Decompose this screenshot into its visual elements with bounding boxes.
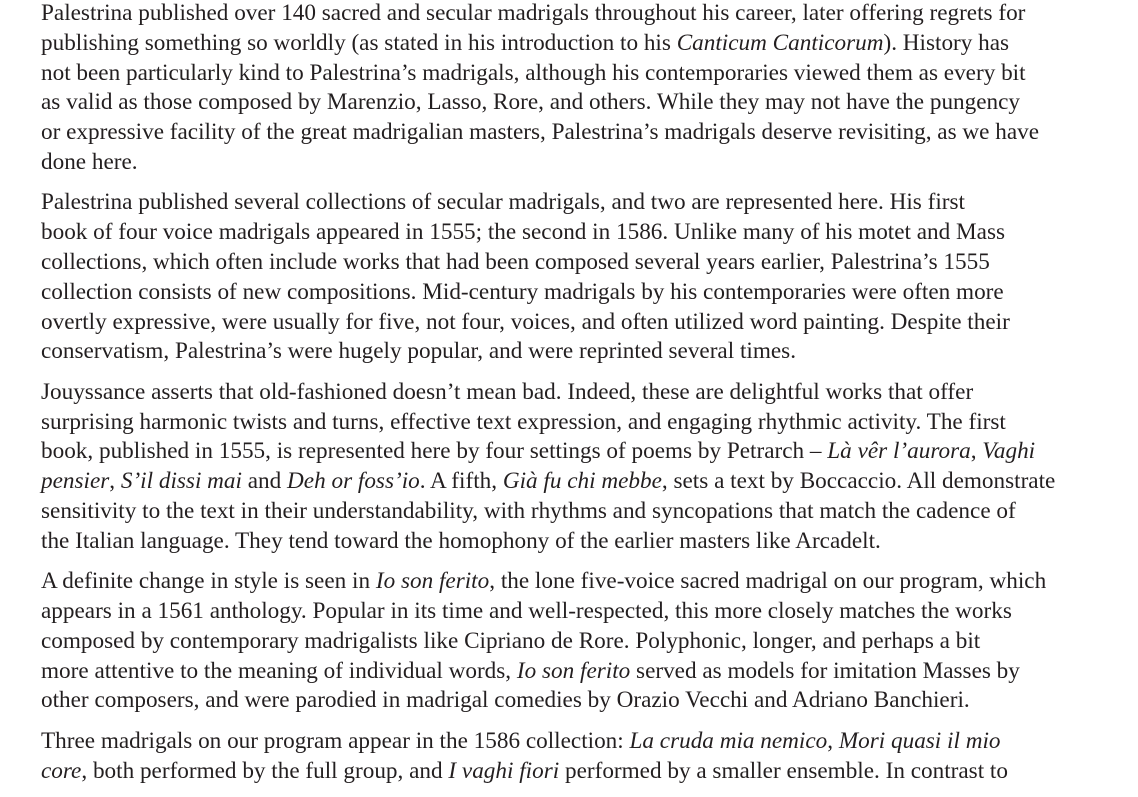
italic-title-text: pensier: [41, 468, 110, 495]
text-line: [41, 118, 1111, 148]
italic-title-text: Io son ferito: [375, 568, 490, 595]
italic-title-text: Già fu chi mebbe: [502, 468, 662, 495]
paragraph: [41, 0, 1111, 178]
body-text: A definite change in style is seen in: [41, 568, 376, 595]
text-line: [41, 378, 1111, 408]
body-text: collections, which often include works that had been composed several years earlier, Palestrina’s 1555: [41, 248, 990, 275]
body-text: ). History has: [883, 29, 1010, 56]
italic-title-text: S’il dissi mai: [120, 468, 242, 495]
body-text: Jouyssance asserts that old-fashioned doesn’t mean bad. Indeed, these are delightful works that offer: [41, 378, 974, 405]
body-text: , both performed by the full group, and: [81, 757, 449, 784]
paragraph: [41, 727, 1111, 787]
text-line: [41, 627, 1111, 657]
italic-title-text: Là vêr l’aurora: [827, 438, 971, 465]
italic-title-text: Mori quasi il mio: [838, 727, 1001, 754]
text-line: [41, 59, 1111, 89]
italic-title-text: Canticum Canticorum: [676, 29, 884, 56]
text-line: [41, 88, 1111, 118]
text-line: [41, 0, 1111, 29]
text-line: [41, 567, 1111, 597]
body-text: , sets a text by Boccaccio. All demonstrate: [661, 468, 1056, 495]
body-text: overtly expressive, were usually for five, not four, voices, and often utilized word painting. Despite their: [41, 308, 1010, 335]
body-text: book, published in 1555, is represented here by four settings of poems by Petrarch –: [41, 438, 828, 465]
paragraph: [41, 188, 1111, 367]
body-text: the Italian language. They tend toward the homophony of the earlier masters like Arcadelt.: [41, 527, 881, 554]
text-line: [41, 497, 1111, 527]
text-line: [41, 686, 1111, 716]
paragraph: [41, 567, 1111, 716]
text-line: [41, 278, 1111, 308]
text-line: [41, 337, 1111, 367]
body-text: performed by a smaller ensemble. In contrast to: [559, 757, 1008, 784]
text-line: [41, 148, 1111, 178]
italic-title-text: La cruda mia nemico: [629, 727, 828, 754]
text-line: [41, 527, 1111, 557]
text-line: [41, 467, 1111, 497]
body-text: . A fifth,: [419, 468, 503, 495]
body-text: as valid as those composed by Marenzio, Lasso, Rore, and others. While they may not have the pungency: [41, 89, 1020, 116]
body-text: , the lone five-voice sacred madrigal on our program, which: [489, 568, 1047, 595]
body-text: and: [241, 468, 288, 495]
body-text: Three madrigals on our program appear in the 1586 collection:: [41, 727, 630, 754]
body-text: collection consists of new compositions. Mid-century madrigals by his contemporaries were often more: [41, 278, 1004, 305]
text-line: [41, 218, 1111, 248]
body-text: not been particularly kind to Palestrina’s madrigals, although his contemporaries viewed them as every bit: [41, 59, 1026, 86]
text-line: [41, 408, 1111, 438]
body-text: ,: [109, 468, 121, 495]
body-text: ,: [827, 727, 839, 754]
body-text: publishing something so worldly (as stated in his introduction to his: [41, 29, 677, 56]
text-line: [41, 727, 1111, 757]
text-line: [41, 437, 1111, 467]
text-line: [41, 308, 1111, 338]
italic-title-text: I vaghi fiori: [448, 757, 560, 784]
body-text: or expressive facility of the great madrigalian masters, Palestrina’s madrigals deserve revisiting, as we have: [41, 119, 1040, 146]
document-body: [41, 0, 1111, 797]
body-text: book of four voice madrigals appeared in 1555; the second in 1586. Unlike many of his motet and Mass: [41, 219, 1006, 246]
body-text: more attentive to the meaning of individual words,: [41, 657, 517, 684]
italic-title-text: Io son ferito: [516, 657, 631, 684]
body-text: Palestrina published several collections of secular madrigals, and two are represented here. His first: [41, 189, 965, 216]
body-text: other composers, and were parodied in madrigal comedies by Orazio Vecchi and Adriano Banchieri.: [41, 687, 970, 714]
body-text: served as models for imitation Masses by: [630, 657, 1020, 684]
body-text: sensitivity to the text in their understandability, with rhythms and syncopations that match the cadence of: [41, 497, 1016, 524]
text-line: [41, 757, 1111, 787]
body-text: appears in a 1561 anthology. Popular in its time and well-respected, this more closely matches the works: [41, 597, 1012, 624]
body-text: conservatism, Palestrina’s were hugely popular, and were reprinted several times.: [41, 338, 796, 365]
body-text: composed by contemporary madrigalists like Cipriano de Rore. Polyphonic, longer, and perhaps a bit: [41, 627, 981, 654]
text-line: [41, 248, 1111, 278]
text-line: [41, 29, 1111, 59]
body-text: ,: [970, 438, 983, 465]
body-text: done here.: [41, 148, 138, 175]
text-line: [41, 188, 1111, 218]
italic-title-text: Deh or foss’io: [287, 468, 420, 495]
italic-title-text: Vaghi: [982, 438, 1036, 465]
paragraph: [41, 378, 1111, 557]
body-text: surprising harmonic twists and turns, effective text expression, and engaging rhythmic activity. The first: [41, 408, 1006, 435]
text-line: [41, 597, 1111, 627]
body-text: Palestrina published over 140 sacred and secular madrigals throughout his career, later offering regrets for: [41, 0, 1026, 26]
italic-title-text: core: [41, 757, 82, 784]
text-line: [41, 657, 1111, 687]
